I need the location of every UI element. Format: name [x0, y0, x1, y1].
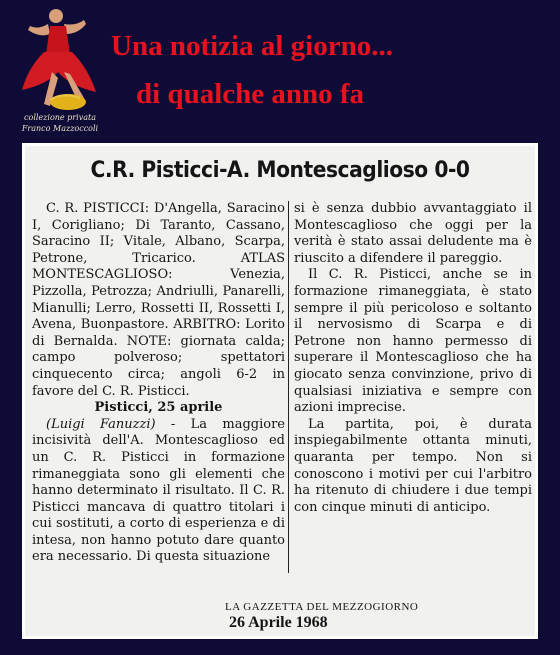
- dateline: [32, 400, 285, 417]
- article-column-left: [32, 201, 285, 566]
- page-title-line2: di qualche anno fa: [136, 78, 365, 110]
- page-title-line1: Una notizia al giorno...: [111, 30, 393, 62]
- collection-line: collezione privata: [24, 113, 96, 122]
- body-paragraph-1-text: - La maggiore incisività dell'A. Montescaglioso ed un C. R. Pisticci in formazione rimaneggiata sono gli elementi che hanno determinato il risultato. Il C. R. Pisticci mancava di quattro titolari i cui sostituti, a corto di esperienza e di intesa, non hanno potuto dare quanto era necessario. Di questa situazione: [32, 416, 285, 565]
- header: [0, 0, 560, 150]
- dateline-text: Pisticci, 25 aprile: [94, 400, 223, 416]
- collection-credit: [10, 112, 110, 134]
- newspaper-name: LA GAZZETTA DEL MEZZOGIORNO: [225, 601, 419, 613]
- body-paragraph-1: [32, 417, 285, 566]
- column-divider: [288, 201, 289, 573]
- newspaper-date: 26 Aprile 1968: [229, 614, 328, 631]
- newspaper-masthead: [225, 601, 525, 632]
- article-headline: C.R. Pisticci-A. Montescaglioso 0-0: [90, 158, 470, 183]
- collector-name: Franco Mazzoccoli: [21, 124, 99, 133]
- body-paragraph-2: Il C. R. Pisticci, anche se in formazione rimaneggiata, è stato sempre il più pericoloso e soltanto il nervosismo di Scarpa e di Petrone non hanno permesso di superare il Montescaglioso che ha giocato senza convinzione, privo di qualsiasi iniziativa e sempre con azioni imprecise.: [294, 267, 532, 416]
- lineups-paragraph: C. R. PISTICCI: D'Angella, Saracino I, Corigliano; Di Taranto, Cassano, Saracino II; Vitale, Albano, Scarpa, Petrone, Tricarico. ATLAS MONTESCAGLIOSO: Venezia, Pizzolla, Petrozza; Andriulli, Panarelli, Mianulli; Lerro, Rossetti II, Rossetti I, Avena, Buonpastore. ARBITRO: Lorito di Bernalda. NOTE: giornata calda; campo polveroso; spettatori cinquecento circa; angoli 6-2 in favore del C. R. Pisticci.: [32, 201, 285, 399]
- article-column-right: [294, 201, 532, 516]
- newspaper-clipping: [22, 143, 538, 639]
- body-paragraph-1-continued: si è senza dubbio avvantaggiato il Montescaglioso che oggi per la verità è stato assai deludente ma è riuscito a difendere il pareggio.: [294, 201, 532, 266]
- body-paragraph-3: La partita, poi, è durata inspiegabilmente ottanta minuti, quaranta per tempo. Non si conoscono i motivi per cui l'arbitro ha ritenuto di chiudere i due tempi con cinque minuti di anticipo.: [294, 416, 532, 515]
- byline: (Luigi Fanuzzi): [46, 416, 156, 432]
